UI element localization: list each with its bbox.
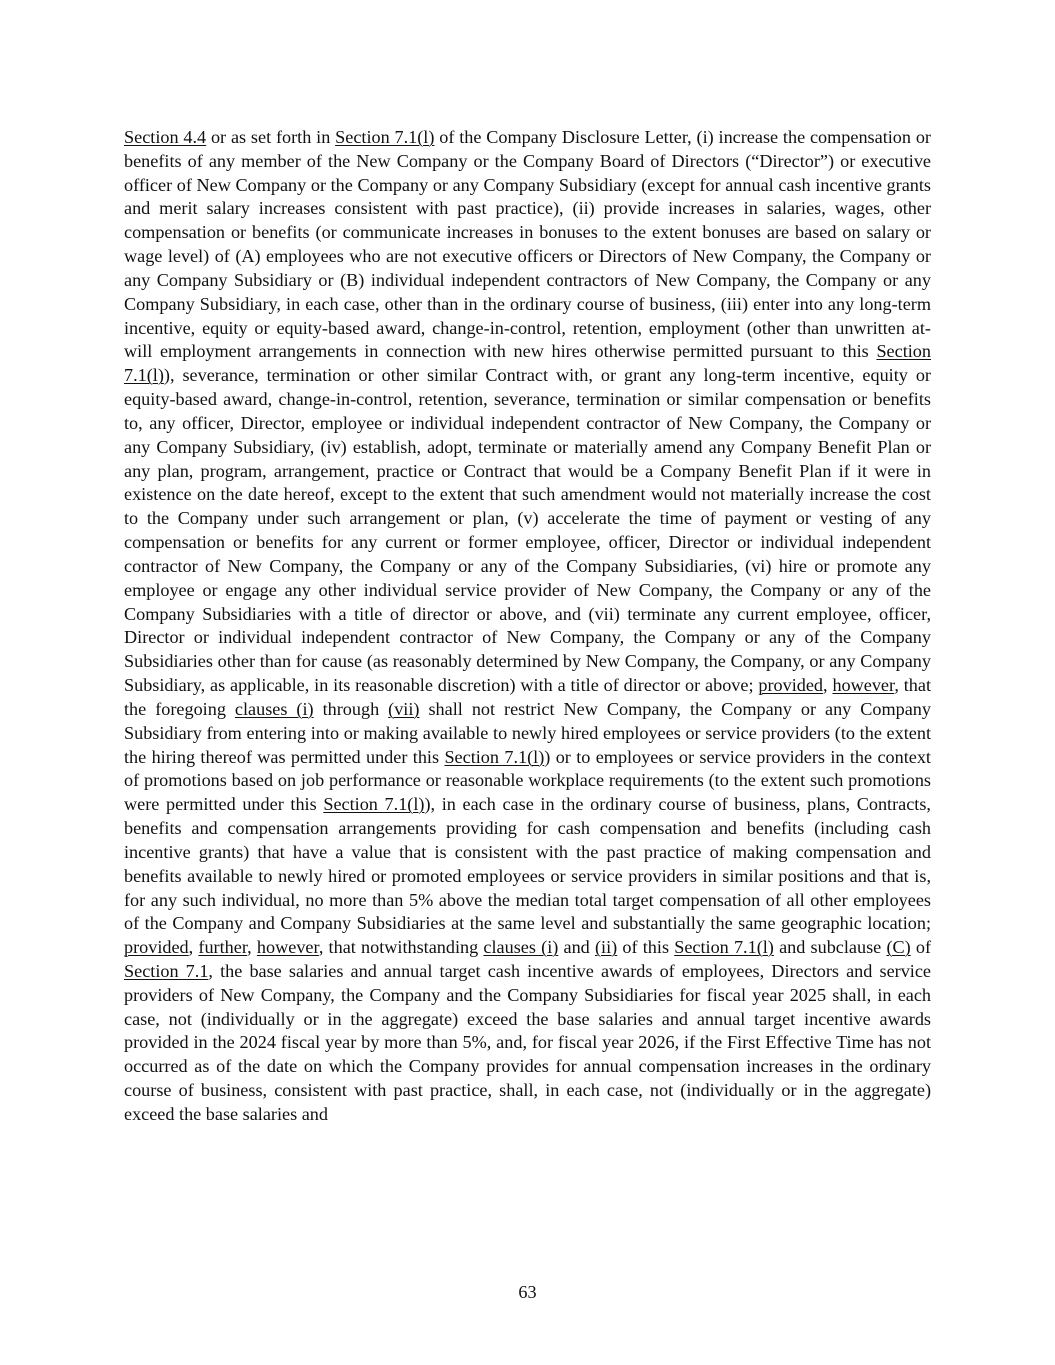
cross-reference: (vii) bbox=[388, 698, 420, 719]
text-run: and bbox=[558, 937, 595, 958]
text-run: of bbox=[910, 937, 932, 958]
cross-reference: clauses (i) bbox=[483, 937, 559, 958]
cross-reference: however bbox=[832, 675, 895, 696]
text-run: , that the foregoing bbox=[124, 675, 931, 719]
cross-reference: Section 7.1 bbox=[124, 960, 209, 981]
page-number: 63 bbox=[518, 1282, 537, 1302]
cross-reference: Section 4.4 bbox=[124, 127, 207, 147]
cross-reference: Section 7.1(l) bbox=[674, 937, 774, 958]
cross-reference: provided bbox=[124, 937, 189, 958]
cross-reference: (ii) bbox=[594, 937, 618, 958]
text-run: of the Company Disclosure Letter, (i) increase the compensation or benefits of any member of the New Company or the Company Board of Directors (“Director”) or executive officer of New Company or the Company or any Company Subsidiary (except for annual cash incentive grants and merit salary increases consistent with past practice), (ii) provide increases in salaries, wages, other compensation or benefits (or communicate increases in bonuses to the extent bonuses are based on salary or wage level) of (A) employees who are not executive officers or Directors of New Company, the Company or any Company Subsidiary or (B) individual independent contractors of New Company, the Company or any Company Subsidiary, in each case, other than in the ordinary course of business, (iii) enter into any long-term incentive, equity or equity-based award, change-in-control, retention, employment (other than unwritten at-will employment arrangements in connection with new hires otherwise permitted pursuant to this bbox=[124, 127, 931, 362]
text-run: , that notwithstanding bbox=[318, 937, 484, 958]
text-run: through bbox=[313, 698, 389, 719]
body-paragraph bbox=[124, 126, 931, 1127]
cross-reference: Section 7.1(l) bbox=[124, 341, 931, 386]
cross-reference: clauses (i) bbox=[234, 698, 314, 719]
cross-reference: however bbox=[256, 937, 319, 958]
text-run: or as set forth in bbox=[206, 127, 336, 147]
text-run: , bbox=[823, 675, 833, 696]
text-run: , bbox=[188, 937, 199, 958]
text-run: ), in each case in the ordinary course of business, plans, Contracts, benefits and compensation arrangements providing for cash compensation and benefits (including cash incentive grants) that have a value that is consistent with the past practice of making compensation and benefits available to newly hired or promoted employees or service providers in similar positions and that is, for any such individual, no more than 5% above the median total target compensation of all other employees of the Company and Company Subsidiaries at the same level and substantially the same geographic location; bbox=[124, 794, 931, 934]
cross-reference: Section 7.1(l) bbox=[444, 746, 545, 767]
cross-reference: further bbox=[198, 937, 248, 958]
cross-reference: provided bbox=[758, 675, 824, 696]
cross-reference: Section 7.1(l) bbox=[323, 794, 425, 815]
text-run: , bbox=[247, 937, 257, 958]
text-run: shall not restrict New Company, the Company or any Company Subsidiary from entering into or making available to newly hired employees or service providers (to the extent the hiring thereof was permitted under this bbox=[124, 698, 931, 767]
cross-reference: (C) bbox=[886, 937, 911, 958]
text-run: ) or to employees or service providers in the context of promotions based on job performance or reasonable workplace requirements (to the extent such promotions were permitted under this bbox=[124, 746, 931, 815]
text-run: and subclause bbox=[773, 937, 887, 958]
text-run: , the base salaries and annual target cash incentive awards of employees, Directors and service providers of New Company, the Company and the Company Subsidiaries for fiscal year 2025 shall, in each case, not (individually or in the aggregate) exceed the base salaries and annual target incentive awards provided in the 2024 fiscal year by more than 5%, and, for fiscal year 2026, if the First Effective Time has not occurred as of the date on which the Company provides for annual compensation increases in the ordinary course of business, consistent with past practice, shall, in each case, not (individually or in the aggregate) exceed the base salaries and bbox=[124, 960, 931, 1124]
cross-reference: Section 7.1(l) bbox=[335, 127, 435, 147]
text-run: ), severance, termination or other similar Contract with, or grant any long-term incentive, equity or equity-based award, change-in-control, retention, severance, termination or similar compensation or benefits to, any officer, Director, employee or individual independent contractor of New Company, the Company or any Company Subsidiary, (iv) establish, adopt, terminate or materially amend any Company Benefit Plan or any plan, program, arrangement, practice or Contract that would be a Company Benefit Plan if it were in existence on the date hereof, except to the extent that such amendment would not materially increase the cost to the Company under such arrangement or plan, (v) accelerate the time of payment or vesting of any compensation or benefits for any current or former employee, officer, Director or individual independent contractor of New Company, the Company or any of the Company Subsidiaries, (vi) hire or promote any employee or engage any other individual service provider of New Company, the Company or any of the Company Subsidiaries with a title of director or above, and (vii) terminate any current employee, officer, Director or individual independent contractor of New Company, the Company or any of the Company Subsidiaries other than for cause (as reasonably determined by New Company, the Company, or any Company Subsidiary, as applicable, in its reasonable discretion) with a title of director or above; bbox=[124, 365, 931, 696]
text-run: of this bbox=[617, 937, 675, 958]
